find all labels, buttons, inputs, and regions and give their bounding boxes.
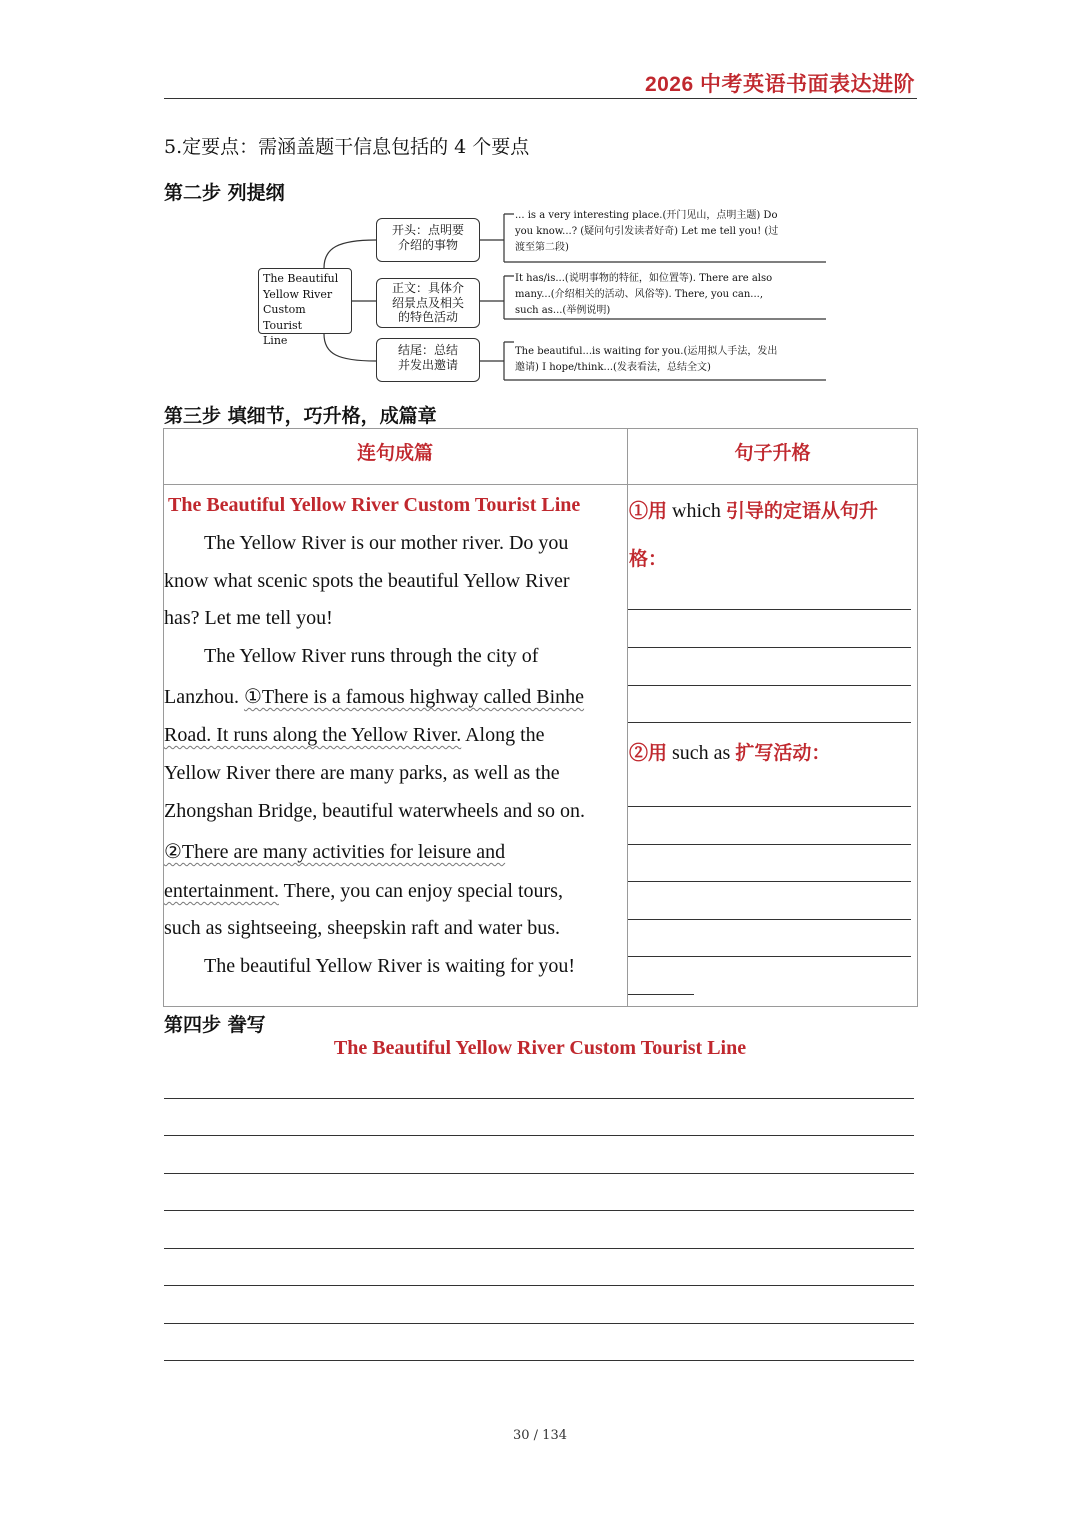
passage-line: The Yellow River is our mother river. Do you	[204, 532, 569, 554]
answer-line	[628, 647, 911, 648]
passage-line: Yellow River there are many parks, as well as the	[164, 762, 560, 784]
mindmap-node-ending: 结尾：总结 并发出邀请	[376, 338, 480, 382]
passage-line: know what scenic spots the beautiful Yellow River	[164, 570, 570, 592]
answer-line	[628, 919, 911, 920]
answer-line-short	[628, 994, 694, 995]
passage-line: The Yellow River runs through the city of	[204, 645, 539, 667]
passage-line	[164, 839, 505, 864]
mindmap-node-opening: 开头：点明要 介绍的事物	[376, 218, 480, 262]
target-sentence-2-cont: entertainment.	[164, 880, 279, 902]
outline-mindmap	[258, 206, 826, 382]
target-sentence-2: ②There are many activities for leisure and	[164, 841, 506, 863]
header-divider	[164, 98, 917, 99]
target-sentence-1: ①There is a famous highway called Binhe	[243, 686, 585, 708]
writing-line	[164, 1248, 914, 1249]
writing-line	[164, 1173, 914, 1174]
table-column-divider	[627, 428, 628, 1007]
passage-line: has? Let me tell you!	[164, 607, 333, 629]
passage-line: Zhongshan Bridge, beautiful waterwheels and so on.	[164, 800, 586, 822]
page-number: 30 / 134	[513, 1428, 567, 1443]
table-header-divider	[163, 484, 918, 485]
answer-line	[628, 806, 911, 807]
step-4-heading: 第四步 誊写	[164, 1014, 266, 1036]
mindmap-leaf-body: It has/is...(说明事物的特征，如位置等). There are also many...(介绍相关的活动、风俗等). There, you can..., such as...(举例说明)	[515, 273, 773, 316]
answer-line	[628, 609, 911, 610]
answer-line	[628, 844, 911, 845]
essay-title: The Beautiful Yellow River Custom Tourist Line	[333, 1037, 747, 1059]
passage-line: such as sightseeing, sheepskin raft and water bus.	[164, 917, 561, 939]
writing-line	[164, 1323, 914, 1324]
answer-line	[628, 722, 911, 723]
answer-line	[628, 956, 911, 957]
upgrade-prompt-1: ①用 which 引导的定语从句升	[629, 500, 878, 522]
mindmap-node-body: 正文：具体介 绍景点及相关 的特色活动	[376, 278, 480, 328]
column-header-right: 句子升格	[734, 442, 811, 464]
passage-title: The Beautiful Yellow River Custom Tourist Line	[168, 494, 581, 516]
step-3-heading: 第三步 填细节，巧升格，成篇章	[164, 405, 437, 427]
target-sentence-1-cont: Road. It runs along the Yellow River.	[164, 724, 462, 746]
passage-line: entertainment. There, you can enjoy special tours,	[164, 880, 563, 902]
mindmap-leaf-ending: The beautiful...is waiting for you.(运用拟人手法，发出 邀请) I hope/think...(发表看法，总结全文)	[515, 346, 778, 373]
page-header-title: 2026 中考英语书面表达进阶	[644, 73, 915, 96]
writing-line	[164, 1135, 914, 1136]
column-header-left: 连句成篇	[356, 442, 433, 464]
upgrade-prompt-2: ②用 such as 扩写活动：	[629, 742, 831, 764]
mindmap-root: The Beautiful Yellow River Custom Tourist Line	[258, 268, 352, 334]
passage-line: Road. It runs along the Yellow River. Along the	[164, 724, 545, 746]
passage-line: The beautiful Yellow River is waiting for you!	[204, 955, 576, 977]
writing-line	[164, 1098, 914, 1099]
step-2-heading: 第二步 列提纲	[164, 182, 285, 204]
point-5-text: 5.定要点：需涵盖题干信息包括的 4 个要点	[164, 136, 530, 158]
mindmap-leaf-opening: ... is a very interesting place.(开门见山，点明主题) Do you know...? (疑问句引发读者好奇) Let me tell you! (过 渡至第二段)	[515, 210, 779, 253]
writing-line	[164, 1360, 914, 1361]
passage-line: Lanzhou. ①There is a famous highway called Binhe	[164, 686, 585, 708]
answer-line	[628, 881, 911, 882]
writing-line	[164, 1285, 914, 1286]
answer-line	[628, 685, 911, 686]
upgrade-prompt-1-cont: 格：	[629, 548, 668, 570]
writing-line	[164, 1210, 914, 1211]
